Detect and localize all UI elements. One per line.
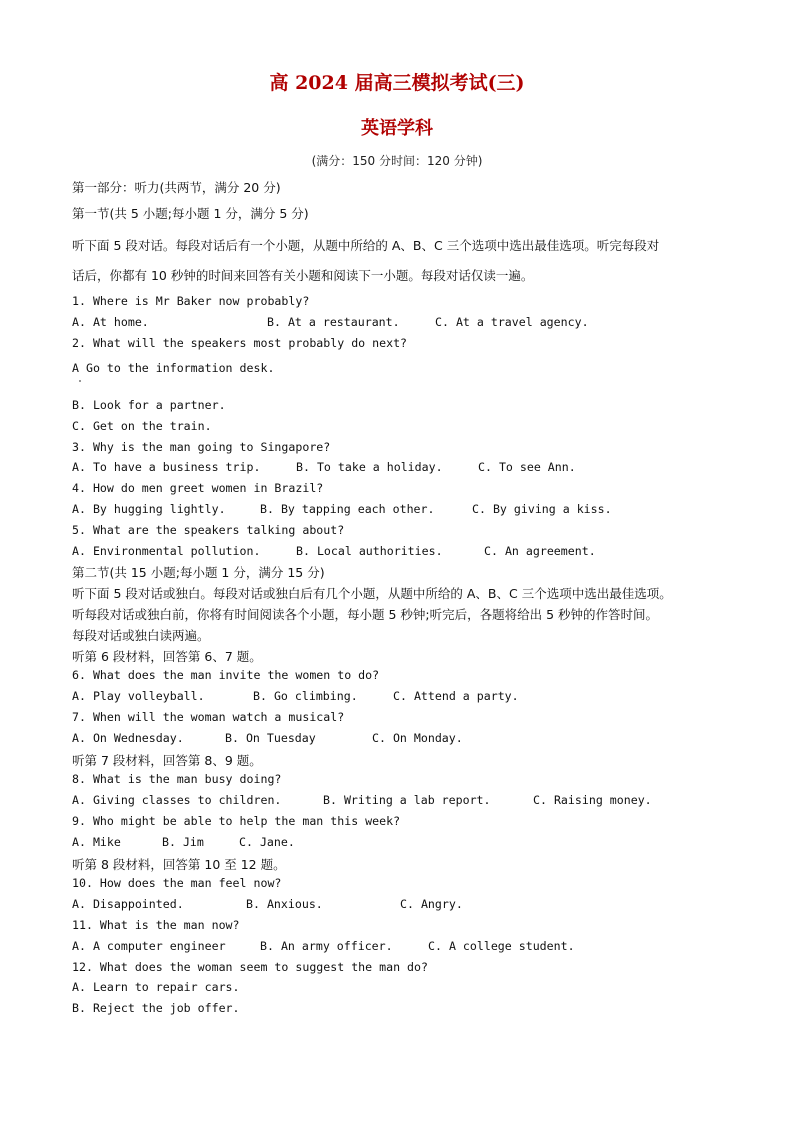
question-9-stem: 9. Who might be able to help the man this week? bbox=[72, 814, 401, 828]
question-2-option-c: C. Get on the train. bbox=[72, 419, 212, 433]
part1-heading: 第一部分：听力(共两节，满分 20 分) bbox=[72, 180, 281, 195]
question-4-stem: 4. How do men greet women in Brazil? bbox=[72, 481, 324, 495]
section2-instruction-line2: 听每段对话或独白前，你将有时间阅读各个小题，每小题 5 秒钟;听完后，各题将给出 5 秒钟的作答时间。 bbox=[72, 607, 659, 622]
question-10-stem: 10. How does the man feel now? bbox=[72, 876, 282, 890]
section2-instruction-line3: 每段对话或独白读两遍。 bbox=[72, 628, 210, 643]
question-11-option-a: A. A computer engineer bbox=[72, 939, 226, 953]
score-time-note: (满分：150 分时间：120 分钟) bbox=[311, 154, 483, 168]
question-12-option-a: A. Learn to repair cars. bbox=[72, 980, 240, 994]
question-7-option-b: B. On Tuesday bbox=[225, 731, 316, 745]
question-4-option-c: C. By giving a kiss. bbox=[472, 502, 612, 516]
question-1-stem: 1. Where is Mr Baker now probably? bbox=[72, 294, 310, 308]
question-9-option-b: B. Jim bbox=[162, 835, 204, 849]
question-4-option-a: A. By hugging lightly. bbox=[72, 502, 226, 516]
material-8-note: 听第 8 段材料，回答第 10 至 12 题。 bbox=[72, 857, 286, 872]
question-9-option-a: A. Mike bbox=[72, 835, 121, 849]
question-11-option-b: B. An army officer. bbox=[260, 939, 393, 953]
question-9-option-c: C. Jane. bbox=[239, 835, 295, 849]
question-12-option-b: B. Reject the job offer. bbox=[72, 1001, 240, 1015]
question-10-option-c: C. Angry. bbox=[400, 897, 463, 911]
question-2-option-a: A Go to the information desk. bbox=[72, 361, 275, 375]
question-6-stem: 6. What does the man invite the women to do? bbox=[72, 668, 380, 682]
question-7-option-c: C. On Monday. bbox=[372, 731, 463, 745]
question-3-option-c: C. To see Ann. bbox=[478, 460, 576, 474]
question-3-option-b: B. To take a holiday. bbox=[296, 460, 443, 474]
section1-heading: 第一节(共 5 小题;每小题 1 分，满分 5 分) bbox=[72, 206, 309, 221]
section1-instruction-line2: 话后，你都有 10 秒钟的时间来回答有关小题和阅读下一小题。每段对话仅读一遍。 bbox=[72, 268, 534, 283]
question-6-option-b: B. Go climbing. bbox=[253, 689, 358, 703]
question-1-option-c: C. At a travel agency. bbox=[435, 315, 589, 329]
question-10-option-b: B. Anxious. bbox=[246, 897, 323, 911]
question-7-stem: 7. When will the woman watch a musical? bbox=[72, 710, 345, 724]
exam-title: 高 2024 届高三模拟考试(三) bbox=[269, 72, 525, 94]
question-8-option-b: B. Writing a lab report. bbox=[323, 793, 491, 807]
question-3-stem: 3. Why is the man going to Singapore? bbox=[72, 440, 331, 454]
question-8-option-c: C. Raising money. bbox=[533, 793, 652, 807]
question-5-option-b: B. Local authorities. bbox=[296, 544, 443, 558]
question-4-option-b: B. By tapping each other. bbox=[260, 502, 435, 516]
question-2-stem: 2. What will the speakers most probably do next? bbox=[72, 336, 408, 350]
material-7-note: 听第 7 段材料，回答第 8、9 题。 bbox=[72, 753, 262, 768]
question-6-option-c: C. Attend a party. bbox=[393, 689, 519, 703]
question-1-option-a: A. At home. bbox=[72, 315, 149, 329]
section2-instruction-line1: 听下面 5 段对话或独白。每段对话或独白后有几个小题，从题中所给的 A、B、C 三个选项中选出最佳选项。 bbox=[72, 586, 672, 601]
section1-instruction-line1: 听下面 5 段对话。每段对话后有一个小题，从题中所给的 A、B、C 三个选项中选出最佳选项。听完每段对 bbox=[72, 238, 660, 253]
question-8-stem: 8. What is the man busy doing? bbox=[72, 772, 282, 786]
question-10-option-a: A. Disappointed. bbox=[72, 897, 184, 911]
stray-mark bbox=[79, 380, 81, 382]
question-11-stem: 11. What is the man now? bbox=[72, 918, 240, 932]
subject-title: 英语学科 bbox=[361, 118, 433, 139]
material-6-note: 听第 6 段材料，回答第 6、7 题。 bbox=[72, 649, 262, 664]
question-12-stem: 12. What does the woman seem to suggest the man do? bbox=[72, 960, 428, 974]
question-3-option-a: A. To have a business trip. bbox=[72, 460, 261, 474]
question-11-option-c: C. A college student. bbox=[428, 939, 575, 953]
question-5-option-c: C. An agreement. bbox=[484, 544, 596, 558]
question-1-option-b: B. At a restaurant. bbox=[267, 315, 400, 329]
question-2-option-b: B. Look for a partner. bbox=[72, 398, 226, 412]
question-5-option-a: A. Environmental pollution. bbox=[72, 544, 261, 558]
question-6-option-a: A. Play volleyball. bbox=[72, 689, 205, 703]
section2-heading: 第二节(共 15 小题;每小题 1 分，满分 15 分) bbox=[72, 565, 325, 580]
question-5-stem: 5. What are the speakers talking about? bbox=[72, 523, 345, 537]
question-8-option-a: A. Giving classes to children. bbox=[72, 793, 282, 807]
question-7-option-a: A. On Wednesday. bbox=[72, 731, 184, 745]
